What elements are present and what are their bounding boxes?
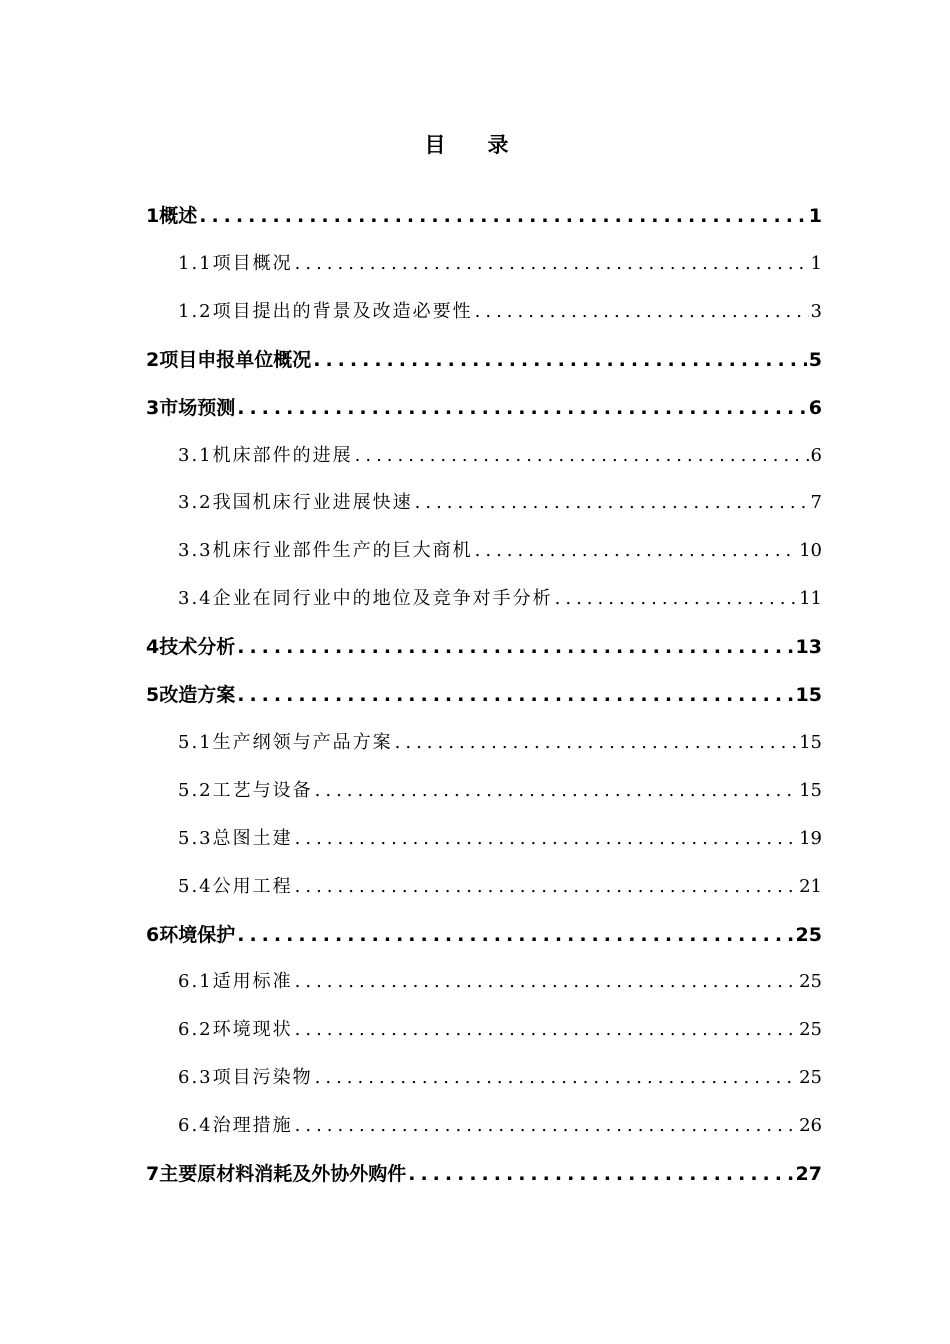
toc-entry-label: 5.2工艺与设备 [178, 780, 313, 801]
toc-chapter-entry[interactable] [146, 200, 822, 232]
toc-entry-label: 6环境保护 [146, 924, 236, 946]
toc-entry-page-number: 5 [808, 349, 822, 371]
toc-entry-label: 5.1生产纲领与产品方案 [178, 732, 393, 753]
toc-dot-leader [237, 919, 793, 951]
toc-entry-page-number: 15 [799, 732, 822, 753]
toc-entry-page-number: 13 [795, 636, 822, 658]
toc-dot-leader [237, 679, 793, 711]
toc-chapter-entry[interactable] [146, 392, 822, 424]
toc-entry-page-number: 26 [799, 1115, 822, 1136]
toc-section-entry[interactable] [178, 583, 822, 615]
toc-entry-label: 3.4企业在同行业中的地位及竞争对手分析 [178, 588, 553, 609]
toc-section-entry[interactable] [178, 535, 822, 567]
toc-chapter-entry[interactable] [146, 344, 822, 376]
toc-dot-leader [313, 344, 807, 376]
toc-entry-page-number: 19 [799, 828, 822, 849]
toc-entry-page-number: 1 [808, 205, 822, 227]
toc-section-entry[interactable] [178, 1014, 822, 1046]
toc-dot-leader [555, 583, 797, 615]
toc-entry-label: 5.4公用工程 [178, 876, 293, 897]
toc-entry-label: 7主要原材料消耗及外协外购件 [146, 1163, 407, 1185]
toc-dot-leader [237, 631, 793, 663]
toc-dot-leader [395, 727, 797, 759]
toc-entry-label: 6.2环境现状 [178, 1019, 293, 1040]
toc-dot-leader [199, 200, 807, 232]
toc-entry-label: 1概述 [146, 205, 198, 227]
toc-entry-page-number: 25 [799, 971, 822, 992]
toc-entry-page-number: 25 [799, 1019, 822, 1040]
toc-entry-page-number: 7 [810, 492, 822, 513]
toc-dot-leader [415, 487, 809, 519]
toc-section-entry[interactable] [178, 248, 822, 280]
toc-section-entry[interactable] [178, 296, 822, 328]
toc-entry-page-number: 6 [808, 397, 822, 419]
toc-section-entry[interactable] [178, 775, 822, 807]
toc-dot-leader [475, 296, 809, 328]
toc-entry-label: 6.4治理措施 [178, 1115, 293, 1136]
toc-dot-leader [295, 823, 797, 855]
toc-entry-page-number: 25 [795, 924, 822, 946]
toc-chapter-entry[interactable] [146, 679, 822, 711]
toc-section-entry[interactable] [178, 1110, 822, 1142]
toc-dot-leader [315, 775, 797, 807]
toc-entry-label: 6.3项目污染物 [178, 1067, 313, 1088]
toc-dot-leader [237, 392, 807, 424]
toc-entry-page-number: 6 [810, 445, 822, 466]
toc-dot-leader [295, 966, 797, 998]
toc-entry-label: 3.1机床部件的进展 [178, 445, 353, 466]
toc-dot-leader [475, 535, 797, 567]
toc-entry-page-number: 25 [799, 1067, 822, 1088]
toc-dot-leader [295, 871, 797, 903]
toc-entry-label: 3.2我国机床行业进展快速 [178, 492, 413, 513]
toc-section-entry[interactable] [178, 871, 822, 903]
toc-section-entry[interactable] [178, 1062, 822, 1094]
toc-section-entry[interactable] [178, 440, 822, 472]
toc-dot-leader [408, 1158, 793, 1190]
toc-section-entry[interactable] [178, 823, 822, 855]
toc-entry-label: 4技术分析 [146, 636, 236, 658]
toc-chapter-entry[interactable] [146, 919, 822, 951]
toc-dot-leader [295, 1110, 797, 1142]
toc-entry-label: 3市场预测 [146, 397, 236, 419]
toc-entry-page-number: 11 [799, 588, 822, 609]
toc-entry-label: 2项目申报单位概况 [146, 349, 312, 371]
toc-entry-page-number: 21 [799, 876, 822, 897]
toc-entry-page-number: 15 [795, 684, 822, 706]
toc-chapter-entry[interactable] [146, 1158, 822, 1190]
toc-entry-label: 1.1项目概况 [178, 253, 293, 274]
toc-dot-leader [295, 1014, 797, 1046]
toc-section-entry[interactable] [178, 727, 822, 759]
toc-section-entry[interactable] [178, 966, 822, 998]
toc-entry-label: 1.2项目提出的背景及改造必要性 [178, 301, 473, 322]
toc-dot-leader [315, 1062, 797, 1094]
toc-dot-leader [355, 440, 809, 472]
toc-entry-page-number: 3 [810, 301, 822, 322]
toc-entry-label: 5.3总图土建 [178, 828, 293, 849]
toc-entry-page-number: 10 [799, 540, 822, 561]
toc-entry-label: 5改造方案 [146, 684, 236, 706]
toc-dot-leader [295, 248, 809, 280]
toc-entry-page-number: 1 [810, 253, 822, 274]
toc-entry-page-number: 15 [799, 780, 822, 801]
toc-entry-label: 6.1适用标准 [178, 971, 293, 992]
toc-title: 目录 [424, 133, 551, 157]
toc-section-entry[interactable] [178, 487, 822, 519]
toc-entry-label: 3.3机床行业部件生产的巨大商机 [178, 540, 473, 561]
toc-chapter-entry[interactable] [146, 631, 822, 663]
toc-entry-page-number: 27 [795, 1163, 822, 1185]
